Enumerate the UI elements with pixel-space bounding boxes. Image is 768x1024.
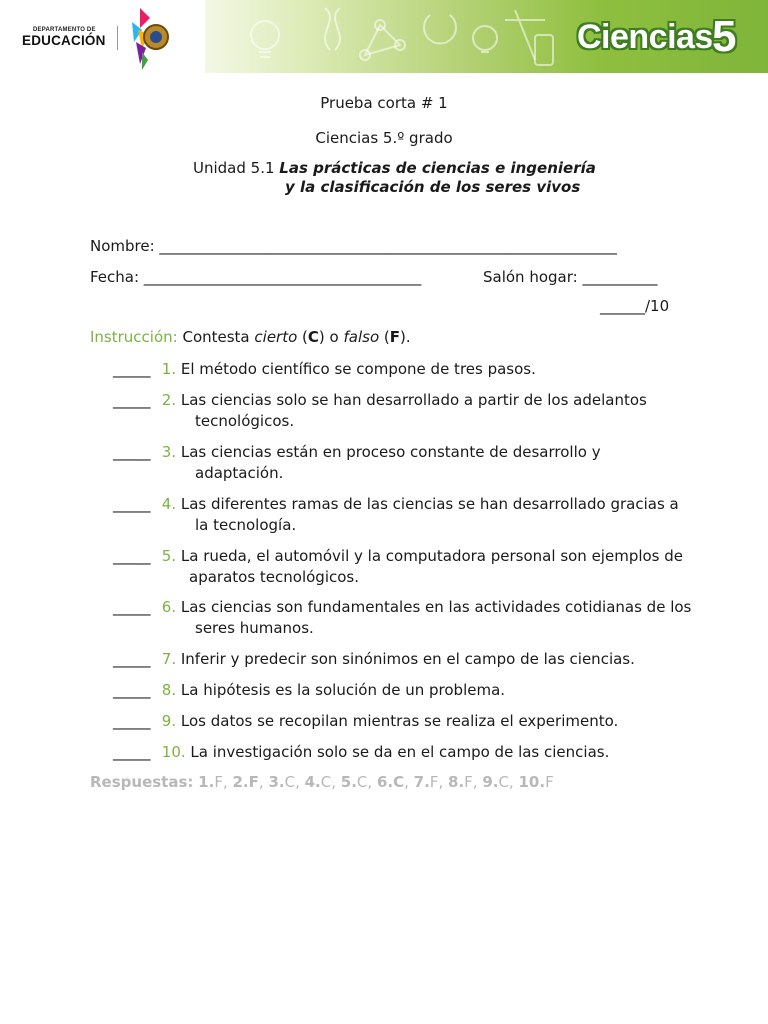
instruction-paren: ) o — [318, 328, 344, 346]
answer-key-value: C — [320, 773, 332, 791]
answer-key-number: 7. — [413, 773, 430, 791]
answer-key-label: Respuestas: — [90, 773, 194, 791]
brand-title: Ciencias — [577, 18, 713, 56]
answer-key-number: 10. — [518, 773, 546, 791]
question-item — [113, 680, 693, 701]
question-number: 1. — [161, 360, 177, 378]
answer-key-value: F — [248, 773, 259, 791]
answer-key-number: 2. — [232, 773, 249, 791]
question-text: La rueda, el automóvil y la computadora personal son ejemplos de — [180, 547, 684, 565]
answer-blank[interactable]: _____ — [113, 712, 151, 730]
instruction-paren: ). — [400, 328, 411, 346]
header-banner — [0, 0, 768, 73]
answer-key-number: 8. — [447, 773, 465, 791]
department-logo-small-text: DEPARTAMENTO DE — [33, 27, 96, 33]
answer-blank[interactable]: _____ — [113, 547, 151, 565]
instruction-falso: falso — [343, 328, 380, 346]
answer-key-value: C — [284, 773, 296, 791]
answer-blank[interactable]: _____ — [113, 360, 151, 378]
government-seal-icon — [143, 24, 169, 50]
instruction-c: C — [307, 328, 319, 346]
question-number: 7. — [161, 650, 177, 668]
instruction-cierto: cierto — [254, 328, 298, 346]
score-field[interactable]: ______/10 — [600, 297, 670, 315]
quiz-title: Prueba corta # 1 — [320, 94, 448, 112]
question-number: 8. — [161, 681, 177, 699]
department-logo-text: EDUCACIÓN — [22, 33, 106, 48]
question-text: La investigación solo se da en el campo de las ciencias. — [190, 743, 610, 761]
instruction-label: Instrucción: — [90, 328, 178, 346]
logo-divider — [117, 26, 118, 50]
question-text-continued: la tecnología. — [195, 516, 297, 534]
answer-blank[interactable]: _____ — [113, 598, 151, 616]
question-number: 5. — [161, 547, 177, 565]
answer-key-number: 9. — [482, 773, 499, 791]
question-item — [113, 546, 693, 588]
instruction — [90, 328, 411, 346]
instruction-paren: ( — [379, 328, 390, 346]
answer-blank[interactable]: _____ — [113, 743, 151, 761]
question-item — [113, 711, 693, 732]
question-text: Las ciencias son fundamentales en las actividades cotidianas de los — [180, 598, 692, 616]
answer-key: Respuestas: 1.F, 2.F, 3.C, 4.C, 5.C, 6.C, 7.F, 8.F, 9.C, 10.F — [90, 773, 554, 791]
question-text: Inferir y predecir son sinónimos en el campo de las ciencias. — [180, 650, 635, 668]
question-item — [113, 390, 693, 432]
answer-key-value: F — [214, 773, 223, 791]
question-text-continued: seres humanos. — [195, 619, 314, 637]
name-field[interactable]: Nombre: _____________________________________________________________ — [90, 237, 617, 255]
question-text: Las ciencias solo se han desarrollado a partir de los adelantos — [180, 391, 647, 409]
answer-blank[interactable]: _____ — [113, 391, 151, 409]
instruction-f: F — [389, 328, 401, 346]
answer-blank[interactable]: _____ — [113, 650, 151, 668]
question-text-continued: adaptación. — [195, 464, 284, 482]
question-item — [113, 494, 693, 536]
answer-key-number: 3. — [268, 773, 285, 791]
answer-key-value: C — [356, 773, 368, 791]
grade-title: Ciencias 5.º grado — [315, 129, 453, 147]
question-number: 4. — [161, 495, 177, 513]
unit-title-line2: y la clasificación de los seres vivos — [285, 178, 581, 196]
answer-key-number: 4. — [304, 773, 321, 791]
answer-key-number: 6. — [376, 773, 394, 791]
question-text: Las diferentes ramas de las ciencias se han desarrollado gracias a — [180, 495, 679, 513]
question-text-continued: aparatos tecnológicos. — [189, 568, 359, 586]
question-text: El método científico se compone de tres pasos. — [180, 360, 536, 378]
answer-key-number: 5. — [340, 773, 357, 791]
homeroom-field[interactable]: Salón hogar: __________ — [483, 268, 658, 286]
brand-number: 5 — [712, 12, 737, 61]
question-number: 10. — [161, 743, 186, 761]
answer-blank[interactable]: _____ — [113, 495, 151, 513]
answer-blank[interactable]: _____ — [113, 443, 151, 461]
unit-prefix: Unidad 5.1 — [193, 159, 275, 177]
answer-key-value: F — [429, 773, 439, 791]
unit-title-line1: Las prácticas de ciencias e ingeniería — [279, 159, 596, 177]
answer-key-value: F — [464, 773, 473, 791]
question-text: Los datos se recopilan mientras se realiza el experimento. — [180, 712, 619, 730]
question-number: 3. — [161, 443, 177, 461]
question-item — [113, 359, 693, 380]
question-item — [113, 649, 693, 670]
instruction-paren: ( — [297, 328, 308, 346]
question-text: Las ciencias están en proceso constante de desarrollo y — [180, 443, 601, 461]
question-number: 2. — [161, 391, 177, 409]
instruction-text: Contesta — [177, 328, 255, 346]
answer-key-value: F — [545, 773, 554, 791]
date-field[interactable]: Fecha: _____________________________________ — [90, 268, 422, 286]
answer-key-value: C — [498, 773, 509, 791]
question-item — [113, 442, 693, 484]
question-number: 9. — [161, 712, 177, 730]
answer-key-number: 1. — [198, 773, 215, 791]
answer-key-value: C — [393, 773, 405, 791]
question-item — [113, 742, 693, 763]
question-number: 6. — [161, 598, 177, 616]
unit-heading — [193, 159, 596, 196]
question-item — [113, 597, 693, 639]
answer-blank[interactable]: _____ — [113, 681, 151, 699]
question-text: La hipótesis es la solución de un problema. — [180, 681, 506, 699]
question-text-continued: tecnológicos. — [195, 412, 295, 430]
